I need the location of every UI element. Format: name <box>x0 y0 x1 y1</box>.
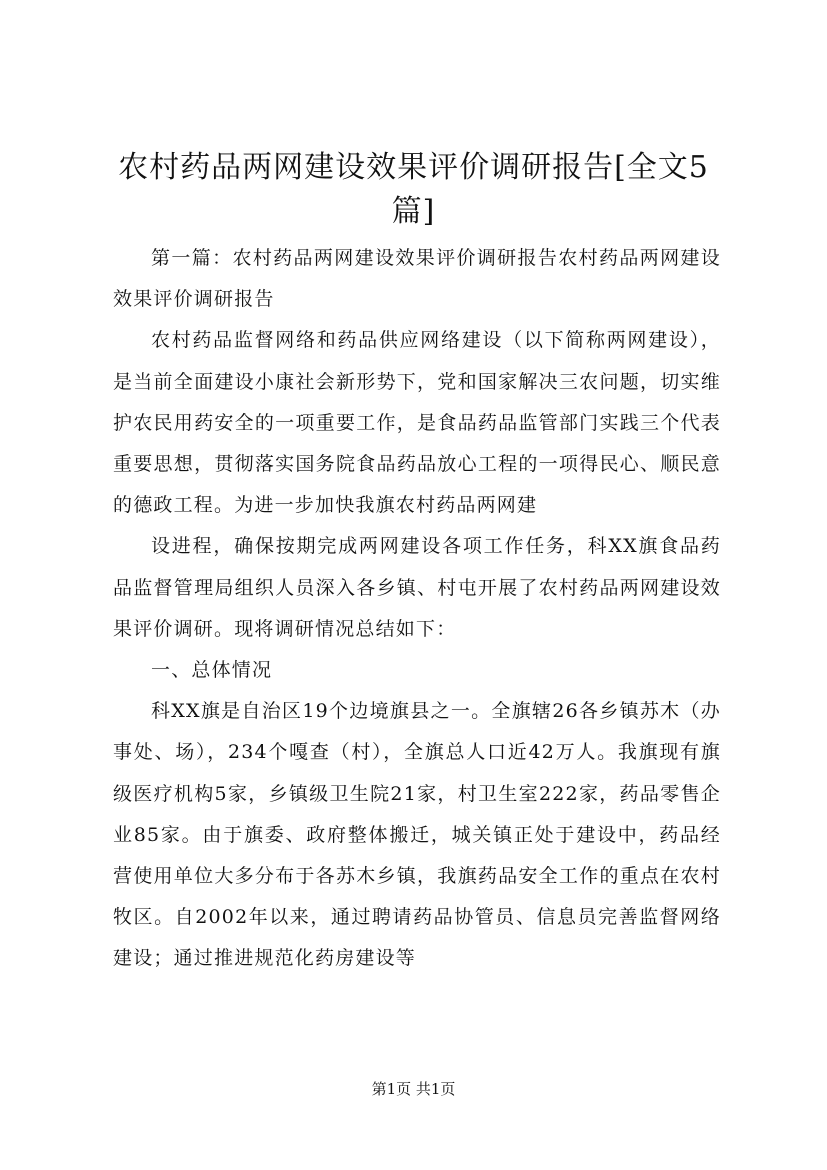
paragraph-heading-first: 第一篇：农村药品两网建设效果评价调研报告农村药品两网建设效果评价调研报告 <box>113 247 721 311</box>
page-footer: 第1页 共1页 <box>371 1080 456 1098</box>
document-title: 农村药品两网建设效果评价调研报告[全文5篇] <box>118 150 709 229</box>
document-body <box>113 238 721 980</box>
paragraph-intro: 农村药品监督网络和药品供应网络建设（以下简称两网建设），是当前全面建设小康社会新形势下，党和国家解决三农问题，切实维护农民用药安全的一项重要工作，是食品药品监管部门实践三个代表重要思想，贯彻落实国务院食品药品放心工程的一项得民心、顺民意的德政工程。为进一步加快我旗农村药品两网建 <box>113 329 721 517</box>
paragraph-overview: 科XX旗是自治区19个边境旗县之一。全旗辖26各乡镇苏木（办事处、场），234个嘎查（村），全旗总人口近42万人。我旗现有旗级医疗机构5家，乡镇级卫生院21家，村卫生室222家，药品零售企业85家。由于旗委、政府整体搬迁，城关镇正处于建设中，药品经营使用单位大多分布于各苏木乡镇，我旗药品安全工作的重点在农村牧区。自2002年以来，通过聘请药品协管员、信息员完善监督网络建设；通过推进规范化药房建设等 <box>113 700 721 970</box>
section-heading-overview: 一、总体情况 <box>151 659 273 682</box>
paragraph-purpose: 设进程，确保按期完成两网建设各项工作任务，科XX旗食品药品监督管理局组织人员深入各乡镇、村屯开展了农村药品两网建设效果评价调研。现将调研情况总结如下： <box>113 535 721 640</box>
